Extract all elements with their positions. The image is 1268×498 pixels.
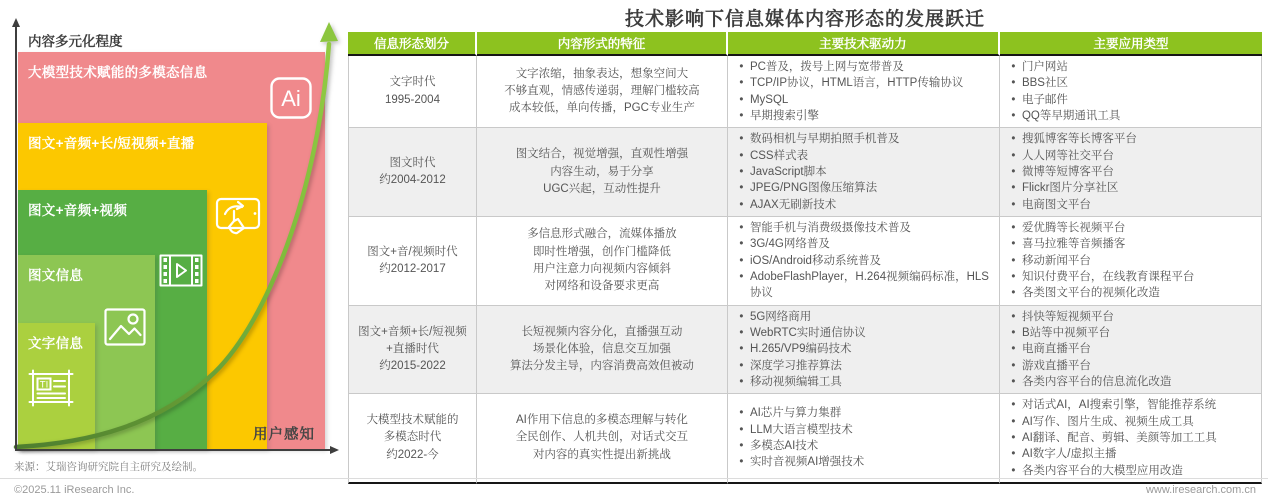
- bullet-item: [733, 108, 994, 124]
- layer-label-video: 图文+音频+视频: [28, 203, 128, 218]
- header-era: 信息形态划分: [348, 32, 477, 56]
- bullet-dot: •: [1011, 182, 1016, 195]
- era-cell: [348, 56, 477, 128]
- bullet-dot: •: [739, 375, 744, 388]
- bullet-text: 喜马拉雅等音频播客: [1021, 238, 1126, 251]
- bullet-item: [1005, 269, 1256, 285]
- copyright-text: ©2025.11 iResearch Inc.: [14, 484, 135, 496]
- text-line: AI作用下信息的多模态理解与转化: [516, 414, 688, 427]
- bullet-dot: •: [1011, 343, 1016, 356]
- bullet-dot: •: [1011, 221, 1016, 234]
- bullet-text: WebRTC实时通信协议: [749, 326, 866, 339]
- bullet-dot: •: [739, 326, 744, 339]
- bullet-text: H.265/VP9编码技术: [749, 343, 852, 356]
- bullet-item: [1005, 430, 1256, 446]
- bullet-item: [733, 197, 994, 213]
- bullet-text: CSS样式表: [749, 149, 809, 162]
- applications-cell: [1000, 306, 1262, 395]
- bullet-text: 多模态AI技术: [749, 440, 819, 453]
- bullet-dot: •: [739, 77, 744, 90]
- bullet-item: [733, 148, 994, 164]
- bullet-dot: •: [739, 343, 744, 356]
- bullet-dot: •: [739, 359, 744, 372]
- text-line: 对内容的真实性提出新挑战: [532, 448, 671, 461]
- text-line: +直播时代: [386, 342, 439, 355]
- era-cell: [348, 217, 477, 306]
- header-drivers: 主要技术驱动力: [728, 32, 1000, 56]
- bullet-item: [1005, 463, 1256, 479]
- features-cell: [477, 56, 728, 128]
- svg-text:Ai: Ai: [281, 86, 301, 111]
- bullet-text: AI写作、图片生成、视频生成工具: [1021, 415, 1194, 428]
- bullet-dot: •: [739, 456, 744, 469]
- features-cell: [477, 394, 728, 484]
- layer-label-live: 图文+音频+长/短视频+直播: [28, 136, 195, 151]
- era-cell: [348, 394, 477, 484]
- applications-cell: [1000, 56, 1262, 128]
- text-line: 用户注意力向视频内容倾斜: [532, 262, 671, 275]
- x-axis-label: 用户感知: [253, 427, 315, 443]
- drivers-cell: [728, 128, 1000, 217]
- bullet-text: TCP/IP协议，HTML语言，HTTP传输协议: [749, 77, 964, 90]
- x-axis: [15, 449, 332, 451]
- text-line: 图文+音频+长/短视频: [358, 325, 467, 338]
- bullet-item: [1005, 92, 1256, 108]
- text-line: 文字浓缩，抽象表达，想象空间大: [515, 67, 689, 80]
- bullet-item: [1005, 164, 1256, 180]
- era-cell: [348, 128, 477, 217]
- header-applications: 主要应用类型: [1000, 32, 1262, 56]
- bullet-item: [1005, 341, 1256, 357]
- features-cell: [477, 217, 728, 306]
- bullet-text: AI数字人/虚拟主播: [1021, 448, 1117, 461]
- bullet-item: [733, 454, 994, 470]
- bullet-dot: •: [1011, 77, 1016, 90]
- bullet-dot: •: [1011, 359, 1016, 372]
- bullet-item: [1005, 325, 1256, 341]
- bullet-text: 知识付费平台，在线教育课程平台: [1021, 270, 1195, 283]
- bullet-dot: •: [1011, 198, 1016, 211]
- bullet-text: 3G/4G网络普及: [749, 238, 830, 251]
- bullet-dot: •: [1011, 165, 1016, 178]
- applications-cell: [1000, 217, 1262, 306]
- text-line: 图文时代: [389, 156, 436, 169]
- bullet-item: [1005, 180, 1256, 196]
- bullet-text: 各类内容平台的大模型应用改造: [1021, 464, 1183, 477]
- content-evolution-chart: [0, 0, 345, 498]
- bullet-text: LLM大语言模型技术: [749, 423, 853, 436]
- bullet-text: 对话式AI，AI搜索引擎，智能推荐系统: [1021, 399, 1217, 412]
- text-line: 文字时代: [389, 76, 436, 89]
- bullet-dot: •: [739, 182, 744, 195]
- drivers-cell: [728, 306, 1000, 395]
- layer-label-text: 文字信息: [28, 336, 84, 351]
- bullet-dot: •: [739, 165, 744, 178]
- bullet-text: 门户网站: [1021, 61, 1068, 73]
- evolution-table: [348, 32, 1262, 484]
- bullet-dot: •: [739, 407, 744, 420]
- page-title: 技术影响下信息媒体内容形态的发展跃迁: [624, 9, 985, 30]
- bullet-dot: •: [1011, 431, 1016, 444]
- bullet-item: [733, 405, 994, 421]
- bullet-text: 爱优腾等长视频平台: [1021, 221, 1126, 234]
- bullet-item: [733, 131, 994, 147]
- y-axis: [15, 26, 17, 450]
- bullet-item: [1005, 75, 1256, 91]
- bullet-item: [733, 341, 994, 357]
- era-cell: [348, 306, 477, 395]
- text-line: 约2004-2012: [379, 174, 446, 187]
- bullet-item: [1005, 108, 1256, 124]
- bullet-dot: •: [739, 109, 744, 122]
- bullet-text: 搜狐博客等长博客平台: [1021, 133, 1137, 146]
- text-line: 多模态时代: [383, 431, 442, 444]
- bullet-dot: •: [739, 310, 744, 323]
- text-line: 即时性增强，创作门槛降低: [532, 245, 671, 258]
- text-line: 约2012-2017: [379, 262, 446, 275]
- text-line: 1995-2004: [384, 93, 440, 106]
- drivers-cell: [728, 56, 1000, 128]
- bullet-text: 电商图文平台: [1021, 198, 1091, 211]
- text-line: 场景化体验，信息交互加强: [532, 342, 671, 355]
- bullet-text: 移动视频编辑工具: [749, 375, 842, 388]
- bullet-dot: •: [739, 198, 744, 211]
- bullet-dot: •: [739, 133, 744, 146]
- bullet-dot: •: [739, 423, 744, 436]
- bullet-dot: •: [1011, 448, 1016, 461]
- bullet-item: [733, 253, 994, 269]
- image-icon: [104, 308, 146, 346]
- bullet-text: AI翻译、配音、剪辑、美颜等加工工具: [1021, 431, 1217, 444]
- bullet-dot: •: [739, 238, 744, 251]
- bullet-text: AdobeFlashPlayer，H.264视频编码标准，HLS协议: [749, 270, 989, 300]
- bullet-item: [733, 422, 994, 438]
- text-line: 对网络和设备要求更高: [544, 280, 660, 293]
- y-axis-label: 内容多元化程度: [28, 34, 123, 49]
- table-header-row: [348, 32, 1262, 56]
- bullet-dot: •: [739, 270, 744, 283]
- svg-text:TI: TI: [39, 379, 49, 391]
- website-text: www.iresearch.com.cn: [1145, 484, 1256, 496]
- film-icon: [159, 254, 203, 287]
- footer-divider: [0, 478, 1268, 479]
- applications-cell: [1000, 128, 1262, 217]
- bullet-item: [733, 92, 994, 108]
- bullet-text: 早期搜索引擎: [749, 109, 819, 122]
- tablet-tap-icon: [214, 193, 262, 243]
- bullet-item: [1005, 374, 1256, 390]
- bullet-item: [733, 438, 994, 454]
- bullet-text: 实时音视频AI增强技术: [749, 456, 865, 469]
- bullet-text: 电子邮件: [1021, 93, 1068, 106]
- text-line: 约2015-2022: [379, 360, 446, 373]
- text-line: 图文结合，视觉增强，直观性增强: [515, 148, 689, 161]
- bullet-dot: •: [1011, 61, 1016, 73]
- bullet-item: [733, 325, 994, 341]
- features-cell: [477, 306, 728, 395]
- bullet-item: [1005, 148, 1256, 164]
- bullet-dot: •: [1011, 109, 1016, 122]
- table-row: [348, 128, 1262, 217]
- bullet-dot: •: [1011, 133, 1016, 146]
- bullet-item: [1005, 220, 1256, 236]
- bullet-text: 数码相机与早期拍照手机普及: [749, 133, 900, 146]
- bullet-item: [1005, 446, 1256, 462]
- bullet-dot: •: [739, 93, 744, 106]
- bullet-text: 各类图文平台的视频化改造: [1021, 287, 1160, 300]
- bullet-item: [1005, 59, 1256, 75]
- bullet-item: [1005, 285, 1256, 301]
- bullet-item: [1005, 414, 1256, 430]
- bullet-item: [1005, 309, 1256, 325]
- drivers-cell: [728, 394, 1000, 484]
- bullet-text: 智能手机与消费级摄像技术普及: [749, 221, 911, 234]
- bullet-dot: •: [739, 221, 744, 234]
- table-row: [348, 56, 1262, 128]
- text-line: 算法分发主导，内容消费高效但被动: [509, 360, 694, 373]
- features-cell: [477, 128, 728, 217]
- bullet-dot: •: [1011, 415, 1016, 428]
- source-note: 来源：艾瑞咨询研究院自主研究及绘制。: [14, 461, 203, 473]
- bullet-text: BBS社区: [1021, 77, 1068, 90]
- bullet-item: [733, 59, 994, 75]
- bullet-item: [733, 309, 994, 325]
- bullet-text: 5G网络商用: [749, 310, 812, 323]
- drivers-cell: [728, 217, 1000, 306]
- bullet-item: [1005, 236, 1256, 252]
- text-document-icon: [27, 368, 75, 408]
- bullet-dot: •: [1011, 254, 1016, 267]
- bullet-text: PC普及，拨号上网与宽带普及: [749, 61, 904, 73]
- bullet-item: [733, 269, 994, 302]
- text-line: 大模型技术赋能的: [366, 414, 459, 427]
- table-row: [348, 306, 1262, 395]
- text-line: 多信息形式融合，流媒体播放: [527, 228, 677, 241]
- bullet-item: [1005, 253, 1256, 269]
- bullet-text: MySQL: [749, 93, 789, 106]
- bullet-text: 游戏直播平台: [1021, 359, 1091, 372]
- bullet-text: B站等中视频平台: [1021, 326, 1111, 339]
- bullet-text: JPEG/PNG图像压缩算法: [749, 182, 878, 195]
- header-features: 内容形式的特征: [477, 32, 728, 56]
- bullet-text: 微博等短博客平台: [1021, 165, 1114, 178]
- bullet-text: AI芯片与算力集群: [749, 407, 842, 420]
- bullet-dot: •: [1011, 238, 1016, 251]
- bullet-dot: •: [1011, 270, 1016, 283]
- bullet-dot: •: [1011, 287, 1016, 300]
- bullet-dot: •: [1011, 93, 1016, 106]
- table-body: [348, 56, 1262, 484]
- bullet-item: [733, 180, 994, 196]
- bullet-dot: •: [1011, 399, 1016, 412]
- bullet-dot: •: [1011, 149, 1016, 162]
- text-line: 长短视频内容分化，直播强互动: [521, 325, 683, 338]
- ai-icon: [270, 77, 312, 119]
- bullet-dot: •: [739, 61, 744, 73]
- bullet-text: 抖快等短视频平台: [1021, 310, 1114, 323]
- bullet-item: [733, 374, 994, 390]
- bullet-item: [1005, 358, 1256, 374]
- bullet-text: JavaScript脚本: [749, 165, 827, 178]
- bullet-item: [733, 358, 994, 374]
- bullet-item: [733, 220, 994, 236]
- bullet-item: [733, 164, 994, 180]
- bullet-text: 各类内容平台的信息流化改造: [1021, 375, 1172, 388]
- bullet-dot: •: [1011, 464, 1016, 477]
- text-line: 图文+音/视频时代: [367, 245, 458, 258]
- text-line: UGC兴起，互动性提升: [543, 182, 661, 195]
- bullet-text: AJAX无刷新技术: [749, 198, 837, 211]
- applications-cell: [1000, 394, 1262, 484]
- bullet-item: [733, 236, 994, 252]
- bullet-text: 移动新闻平台: [1021, 254, 1091, 267]
- bullet-text: QQ等早期通讯工具: [1021, 109, 1121, 122]
- bullet-text: 电商直播平台: [1021, 343, 1091, 356]
- table-row: [348, 217, 1262, 306]
- bullet-text: 深度学习推荐算法: [749, 359, 842, 372]
- bullet-dot: •: [739, 149, 744, 162]
- bullet-text: iOS/Android移动系统普及: [749, 254, 881, 267]
- bullet-item: [1005, 197, 1256, 213]
- y-axis-arrowhead: [12, 18, 20, 27]
- layer-label-imagetext: 图文信息: [28, 268, 84, 283]
- evolution-table-wrap: [348, 32, 1262, 484]
- text-line: 不够直观，情感传递弱，理解门槛较高: [504, 85, 700, 98]
- text-line: 成本较低，单向传播，PGC专业生产: [508, 102, 695, 115]
- text-line: 全民创作、人机共创，对话式交互: [515, 431, 689, 444]
- bullet-dot: •: [1011, 310, 1016, 323]
- text-line: 约2022-今: [386, 448, 439, 461]
- bullet-item: [1005, 397, 1256, 413]
- table-row: [348, 394, 1262, 484]
- table-header: [348, 32, 1262, 56]
- bullet-dot: •: [739, 440, 744, 453]
- bullet-item: [1005, 131, 1256, 147]
- bullet-item: [733, 75, 994, 91]
- bullet-text: Flickr图片分享社区: [1021, 182, 1119, 195]
- bullet-dot: •: [739, 254, 744, 267]
- text-line: 内容生动，易于分享: [550, 165, 654, 178]
- bullet-text: 人人网等社交平台: [1021, 149, 1114, 162]
- bullet-dot: •: [1011, 375, 1016, 388]
- bullet-dot: •: [1011, 326, 1016, 339]
- layer-label-multimodal: 大模型技术赋能的多模态信息: [28, 65, 208, 80]
- x-axis-arrowhead: [330, 446, 339, 454]
